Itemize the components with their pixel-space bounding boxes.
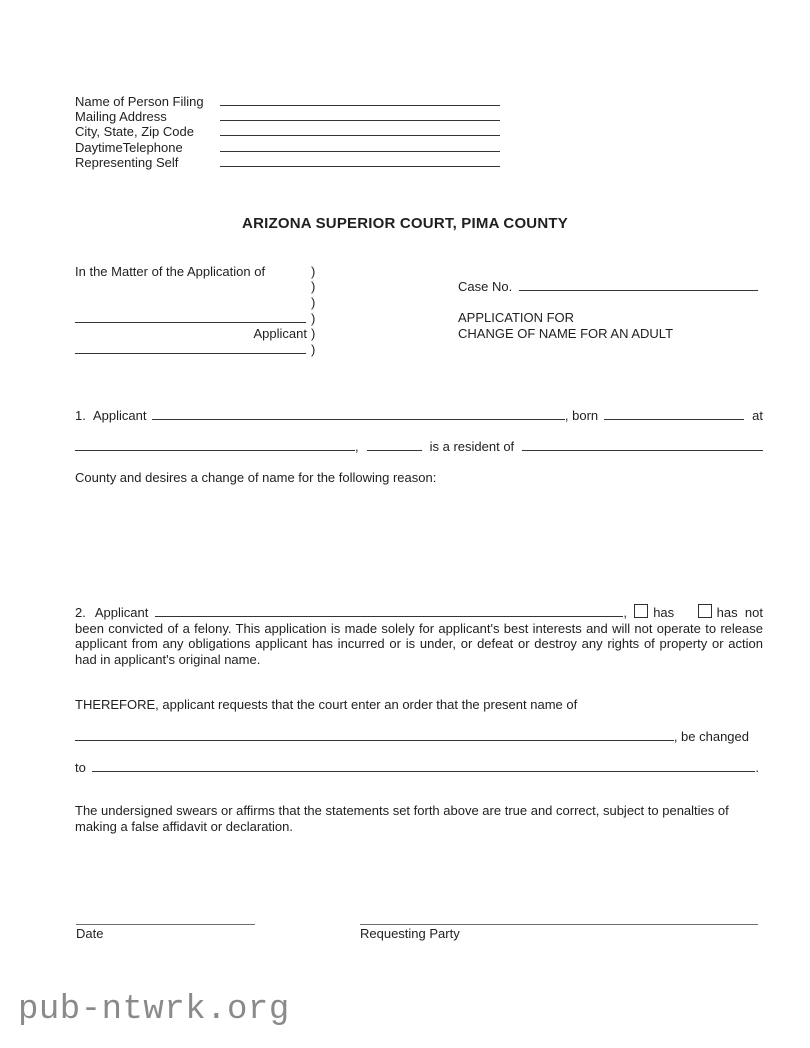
caption-applicant-name-field[interactable] [75,310,306,323]
filer-row [75,140,500,155]
caption-paren: ) [311,264,316,279]
case-no-field[interactable] [519,290,758,291]
paragraph-1-line-2 [75,431,763,462]
item-1-number: 1. [75,408,86,423]
caption-paren: ) [311,311,316,327]
case-caption-left [75,264,335,356]
document-title-line-2: CHANGE OF NAME FOR AN ADULT [458,325,674,341]
requesting-party-label: Requesting Party [360,926,460,941]
period-text: . [755,760,759,775]
applicant-name-field-2[interactable] [155,604,623,617]
court-title: ARIZONA SUPERIOR COURT, PIMA COUNTY [242,215,568,232]
resident-of-label: is a resident of [429,439,515,454]
to-label: to [75,760,86,775]
caption-row [75,341,335,356]
has-not-label: has not [716,605,763,620]
applicant-label: Applicant [253,325,307,341]
comma-text: , [623,605,627,620]
filer-name-label: Name of Person Filing [75,94,204,109]
caption-paren: ) [311,294,316,310]
caption-paren: ) [311,341,316,357]
filer-info-block [75,94,500,170]
caption-row [75,310,335,325]
therefore-clause [75,689,763,784]
filer-row [75,155,500,170]
case-caption-right [458,264,758,341]
be-changed-label: , be changed [673,728,749,744]
therefore-line-2 [75,721,749,753]
filer-name-field[interactable] [220,105,500,106]
applicant-word: Applicant [93,408,147,423]
birth-place-field[interactable] [75,450,355,451]
caption-row [75,295,335,310]
birth-date-field[interactable] [604,419,744,420]
affirmation-text: The undersigned swears or affirms that the statements set forth above are true and correct, subject to penalties of making a false affidavit or declaration. [75,803,729,834]
filer-row [75,94,500,109]
applicant-word: Applicant [94,605,149,620]
paragraph-1-line-1 [75,400,763,431]
watermark-text: pub-ntwrk.org [18,991,290,1029]
daytime-telephone-field[interactable] [220,151,500,152]
caption-row [75,264,335,279]
has-not-checkbox[interactable] [698,604,712,618]
residency-duration-field[interactable] [367,450,422,451]
requesting-party-signature-block [360,912,758,941]
matter-line: In the Matter of the Application of [75,264,266,279]
daytime-telephone-label: DaytimeTelephone [75,139,183,155]
mailing-address-field[interactable] [220,120,500,121]
at-label: at [752,408,763,423]
representing-self-field[interactable] [220,166,500,167]
has-checkbox[interactable] [634,604,648,618]
city-state-zip-field[interactable] [220,135,500,136]
therefore-line-1 [75,689,763,721]
applicant-name-field[interactable] [152,419,564,420]
city-state-zip-label: City, State, Zip Code [75,124,194,140]
caption-applicant-name-field-2[interactable] [75,341,306,354]
county-field[interactable] [522,450,763,451]
caption-paren: ) [311,279,316,295]
paragraph-1 [75,400,763,493]
therefore-text: THEREFORE, applicant requests that the court enter an order that the present name of [75,697,578,712]
paragraph-2 [75,604,763,667]
representing-self-label: Representing Self [75,154,179,170]
date-label: Date [76,926,104,941]
new-name-field[interactable] [92,771,756,772]
filer-row [75,109,500,124]
present-name-field[interactable] [75,740,674,741]
caption-row [75,279,335,294]
item-2-number: 2. [75,605,86,620]
case-number-row [458,279,758,294]
mailing-address-label: Mailing Address [75,109,167,125]
document-title-line-1: APPLICATION FOR [458,310,575,326]
county-reason-text: County and desires a change of name for the following reason: [75,470,437,485]
caption-row [75,326,335,341]
has-option [634,605,674,620]
paragraph-1-line-3 [75,462,763,493]
paragraph-2-body: been convicted of a felony. This application is made solely for applicant's best interests and will not operate to release applicant from any obligations applicant has incurred or is under, or defeat or destroy any rights of property or action had in applicant's original name. [75,620,763,667]
date-field[interactable] [76,912,255,925]
date-signature-block [76,912,255,941]
born-label: , born [564,408,599,423]
requesting-party-field[interactable] [360,912,758,925]
case-no-label: Case No. [458,279,513,295]
caption-paren: ) [311,325,316,341]
therefore-line-3 [75,752,759,784]
filer-row [75,124,500,139]
comma-text: , [355,439,359,454]
has-label: has [653,605,675,620]
has-not-option [698,605,763,620]
